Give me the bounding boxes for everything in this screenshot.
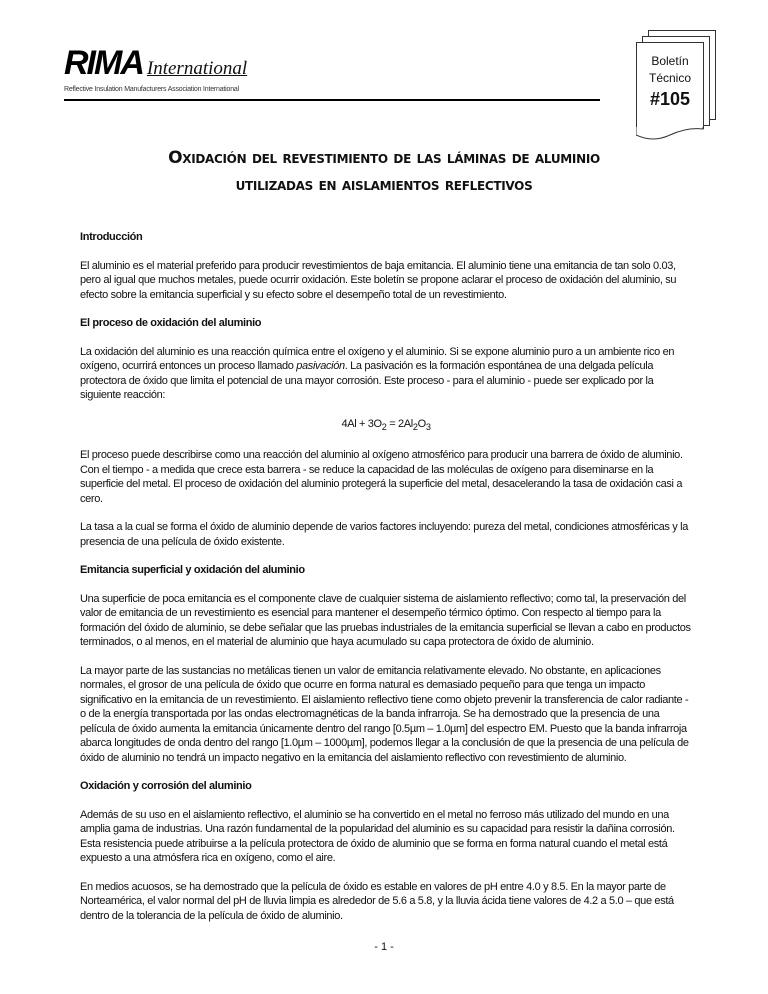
paragraph: En medios acuosos, se ha demostrado que la película de óxido es estable en valores de pH entre 4.0 y 8.5. En la mayor parte de Norteamérica, el valor normal del pH de lluvia limpia es alrededor de 5.6 a 5.8, y la lluvia ácida tiene valores de 4.2 a 5.0 – que está dentro de la tolerancia de la película de óxido de aluminio. bbox=[80, 880, 674, 922]
logo-tagline: Reflective Insulation Manufacturers Association International bbox=[64, 86, 239, 93]
rima-logo bbox=[64, 44, 247, 83]
sheet-wave bbox=[636, 127, 704, 141]
bulletin-badge bbox=[636, 30, 716, 140]
logo-main-text: RIMA bbox=[64, 44, 143, 82]
paragraph: La mayor parte de las sustancias no metálicas tienen un valor de emitancia relativamente elevado. No obstante, en aplicaciones normales, el grosor de una película de óxido que ocurre en forma natural es demasiado pequeño para que tenga un impacto significativo en la emitancia de un revestimiento. El aislamiento reflectivo tiene como objeto prevenir la transferencia de calor radiante - o de la energía transportada por las ondas electromagnéticas de la banda infrarroja. Se ha demostrado que la presencia de una película de óxido aumenta la emitancia únicamente dentro del rango [0.5µm – 1.0µm] del espectro EM. Puesto que la banda infrarroja abarca longitudes de onda dentro del rango [1.0µm – 1000µm], podemos llegar a la conclusión de que la presencia de una película de óxido de aluminio no tendrá un impacto negativo en la emitancia del aislamiento reflectivo con revestimiento de aluminio. bbox=[80, 664, 689, 764]
title-line-1: Oxidación del revestimiento de las láminas de aluminio bbox=[168, 148, 600, 168]
paragraph: La tasa a la cual se forma el óxido de aluminio depende de varios factores incluyendo: pureza del metal, condiciones atmosféricas y la presencia de una película de óxido existente. bbox=[80, 521, 688, 548]
eq-sub: 3 bbox=[425, 421, 431, 432]
paragraph: Además de su uso en el aislamiento reflectivo, el aluminio se ha convertido en el metal no ferroso más utilizado del mundo en una amplia gama de industrias. Una razón fundamental de la popularidad del aluminio es su capacidad para resistir la dañina corrosión. Esta resistencia puede atribuirse a la película protectora de óxido de aluminio que se forma en forma natural cuando el metal está expuesto a una atmósfera rica en oxígeno, como el aire. bbox=[80, 808, 675, 865]
eq-part: 4Al + 3O bbox=[341, 417, 382, 430]
bulletin-label-1: Boletín bbox=[651, 54, 689, 68]
page-number: - 1 - bbox=[374, 941, 394, 953]
text: La oxidación del aluminio es una reacción química entre el oxígeno y el aluminio. Si se expone aluminio puro a un ambiente rico en oxígeno, ocurrirá entonces un proceso llamado bbox=[80, 345, 675, 372]
paragraph: El aluminio es el material preferido para producir revestimientos de baja emitancia. El aluminio tiene una emitancia de tan solo 0.03, pero al igual que muchos metales, puede ocurrir oxidación. Este boletín se propone aclarar el proceso de oxidación del aluminio, su efecto sobre la emitancia superficial y su efecto sobre el desempeño total de un revestimiento. bbox=[80, 259, 677, 301]
bulletin-label-2: Técnico bbox=[648, 71, 692, 85]
section-heading: El proceso de oxidación del aluminio bbox=[80, 317, 262, 329]
paragraph bbox=[80, 345, 692, 403]
italic-term: pasivación bbox=[296, 360, 345, 372]
paragraph: El proceso puede describirse como una reacción del aluminio al oxígeno atmosférico para producir una barrera de óxido de aluminio. Con el tiempo - a medida que crece esta barrera - se reduce la capacidad de las moléculas de oxígeno para diseminarse en la superficie del metal. El proceso de oxidación del aluminio protegerá la superficie del metal, desacelerando la tasa de oxidación casi a cero. bbox=[80, 449, 683, 505]
eq-sub: 2 bbox=[381, 421, 387, 432]
section-heading: Introducción bbox=[80, 231, 143, 243]
header-divider bbox=[64, 99, 600, 101]
eq-part: O bbox=[417, 417, 426, 430]
bulletin-number: #105 bbox=[649, 89, 691, 109]
text: . La pasivación es la formación espontánea de una delgada película protectora de óxido que limita el potencial de una mayor corrosión. Este proceso - para el aluminio - puede ser explicado por la siguiente reacción: bbox=[80, 360, 654, 401]
sheet-front bbox=[636, 42, 704, 129]
section-heading: Oxidación y corrosión del aluminio bbox=[80, 780, 252, 793]
eq-sub: 2 bbox=[412, 421, 418, 432]
title-line-2: utilizadas en aislamientos reflectivos bbox=[235, 175, 533, 195]
document-body bbox=[80, 230, 692, 937]
paragraph: Una superficie de poca emitancia es el componente clave de cualquier sistema de aislamiento reflectivo; como tal, la preservación del valor de emitancia de un revestimiento es esencial para mantener el desempeño térmico óptimo. Con respecto al tiempo para la formación del óxido de aluminio, se debe señalar que las pruebas industriales de la emitancia superficial se llevan a cabo en productos terminados, o al menos, en el material de aluminio que haya acumulado su capa protectora de óxido de aluminio. bbox=[80, 592, 691, 649]
chemical-equation bbox=[80, 417, 692, 435]
section-heading: Emitancia superficial y oxidación del aluminio bbox=[80, 564, 305, 577]
eq-part: = 2Al bbox=[386, 417, 413, 430]
logo-sub-text: International bbox=[146, 58, 248, 79]
document-title bbox=[0, 145, 768, 199]
